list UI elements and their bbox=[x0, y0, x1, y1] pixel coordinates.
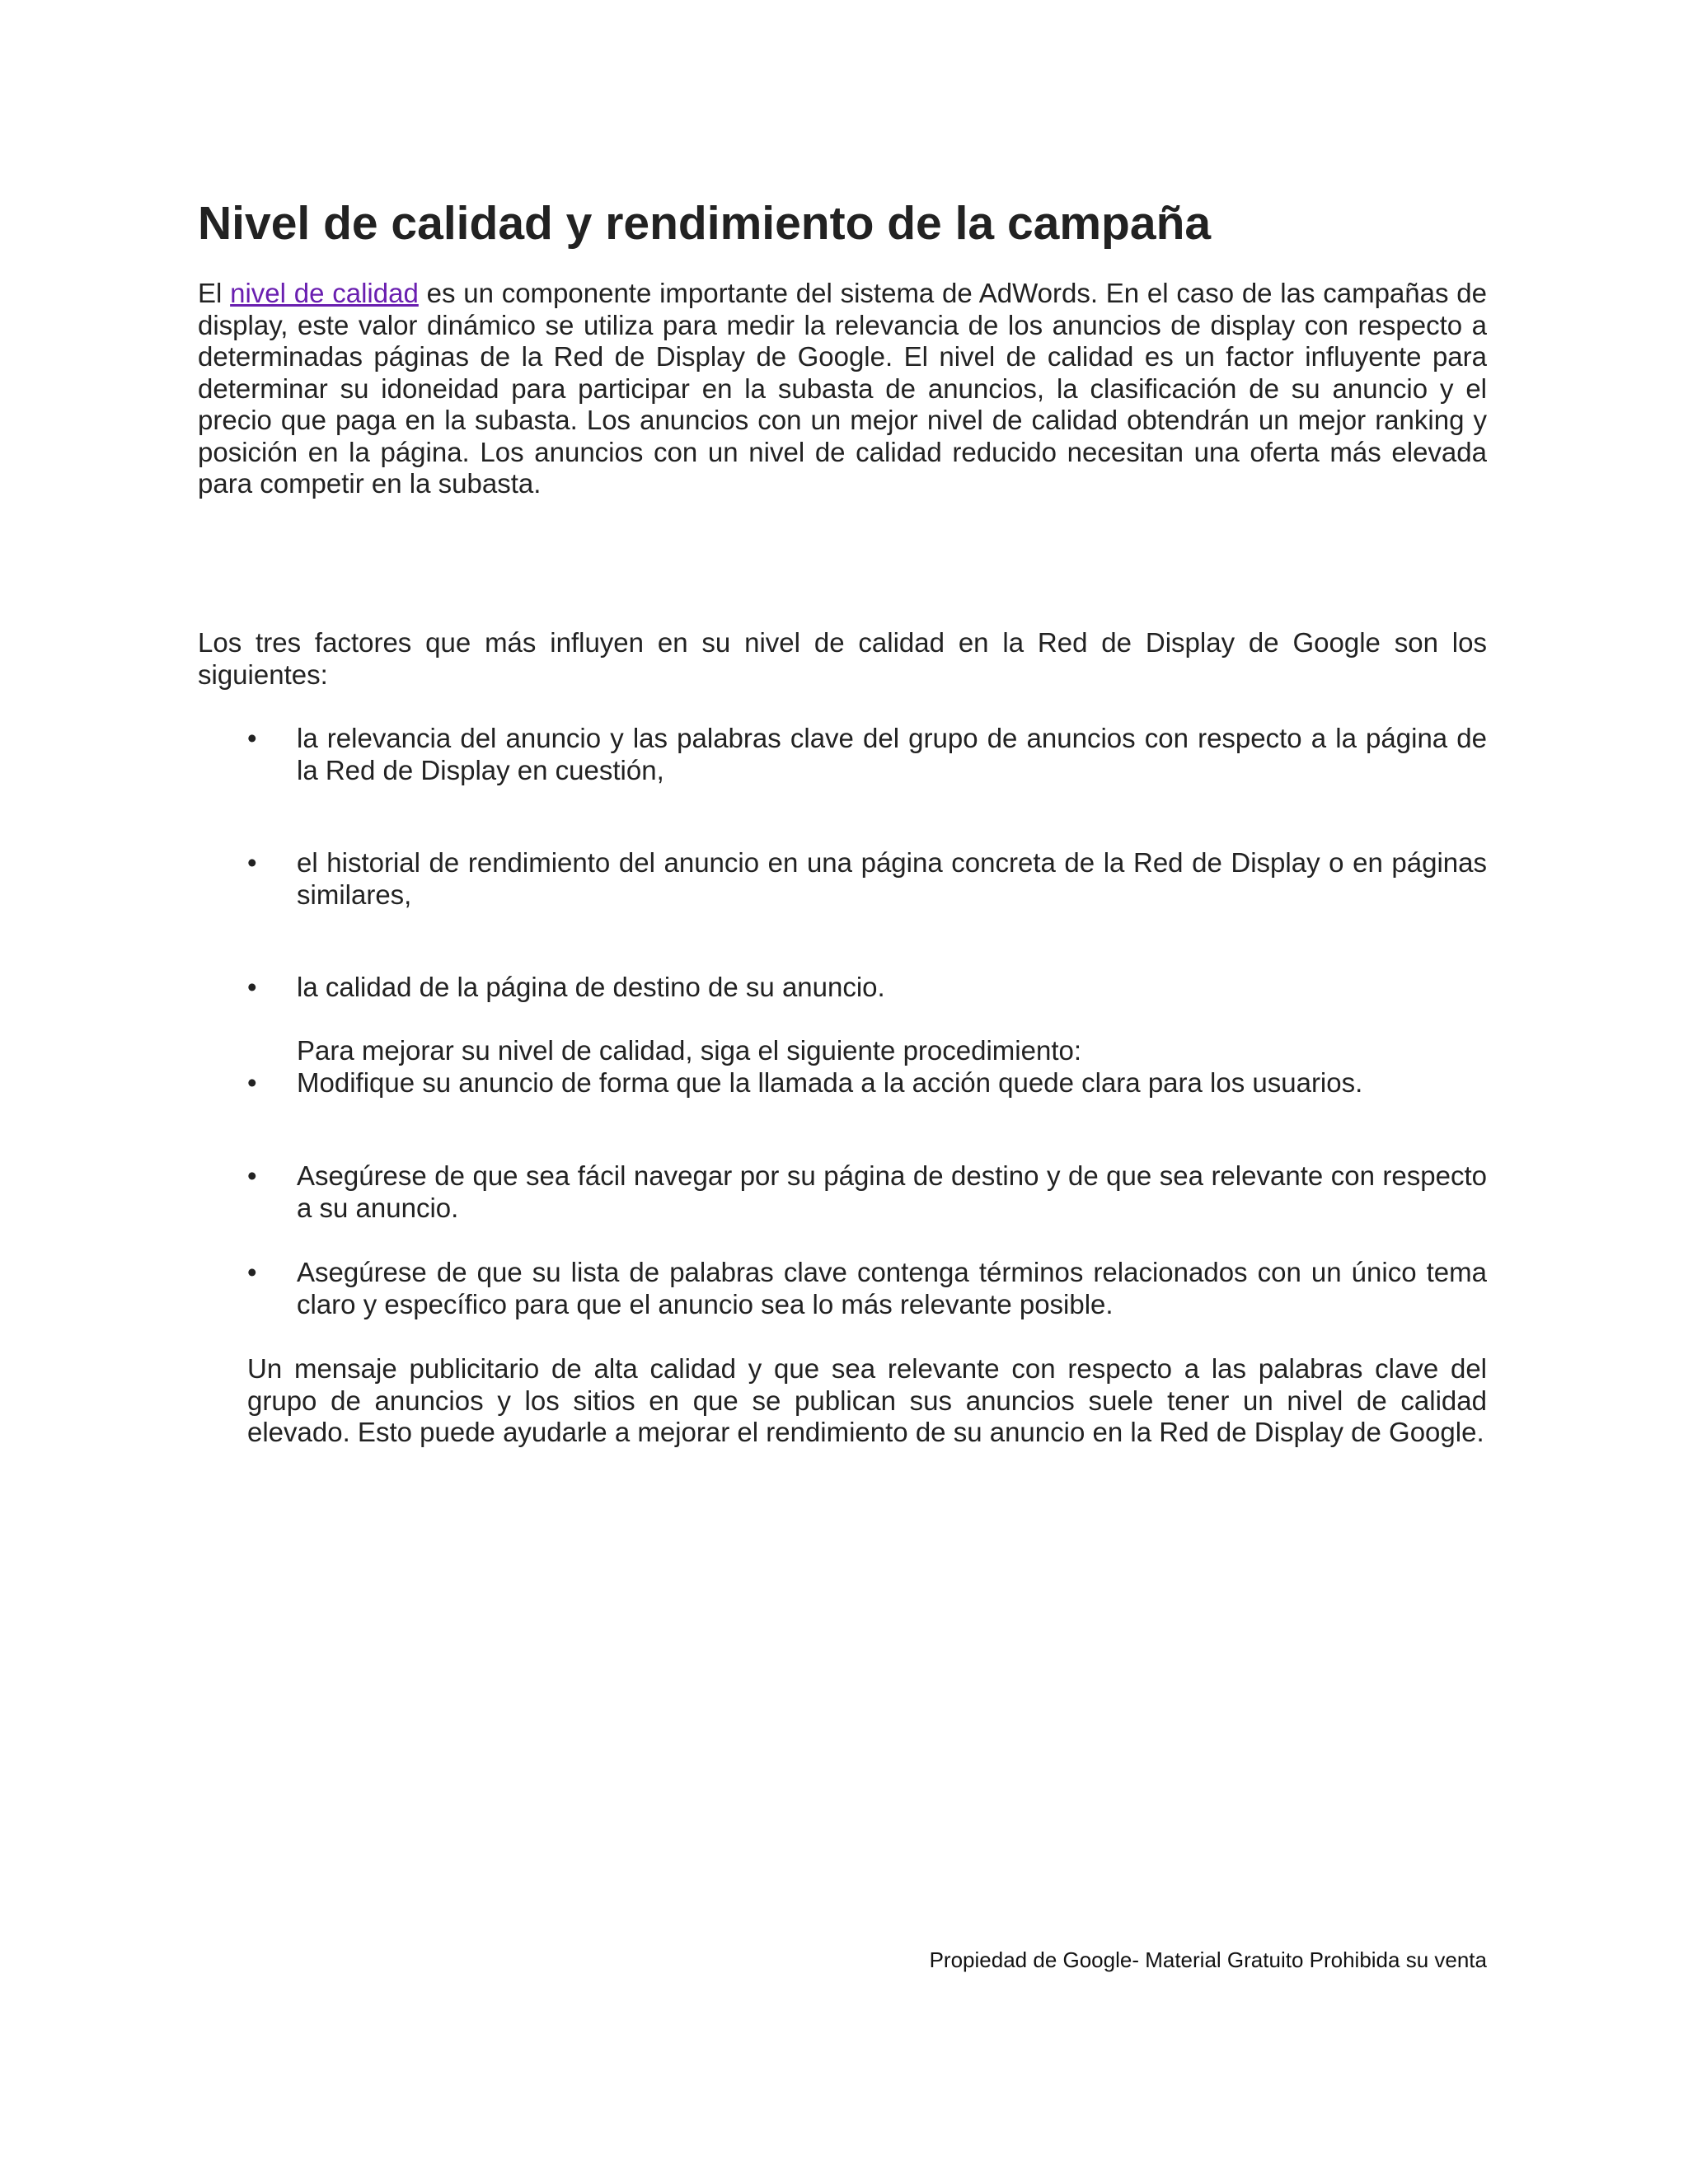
list-item-text: Asegúrese de que sea fácil navegar por su página de destino y de que sea relevante con respecto a su anuncio. bbox=[297, 1160, 1487, 1223]
bullet-icon: • bbox=[247, 847, 257, 878]
list-item-text: Modifique su anuncio de forma que la llamada a la acción quede clara para los usuarios. bbox=[297, 1067, 1363, 1098]
list-item-text: el historial de rendimiento del anuncio en una página concreta de la Red de Display o en páginas similares, bbox=[297, 847, 1487, 910]
intro-paragraph bbox=[198, 278, 1487, 500]
page-title: Nivel de calidad y rendimiento de la campaña bbox=[198, 197, 1212, 250]
list-item-text: Asegúrese de que su lista de palabras clave contenga términos relacionados con un único tema claro y específico para que el anuncio sea lo más relevante posible. bbox=[297, 1257, 1487, 1319]
quality-score-link[interactable]: nivel de calidad bbox=[230, 278, 419, 308]
intro-rest: es un componente importante del sistema de AdWords. En el caso de las campañas de display, este valor dinámico se utiliza para medir la relevancia de los anuncios de display con respecto a determinadas páginas de la Red de Display de Google. El nivel de calidad es un factor influyente para determinar su idoneidad para participar en la subasta de anuncios, la clasificación de su anuncio y el precio que paga en la subasta. Los anuncios con un mejor nivel de calidad obtendrán un mejor ranking y posición en la página. Los anuncios con un nivel de calidad reducido necesitan una oferta más elevada para competir en la subasta. bbox=[198, 278, 1487, 499]
bullet-icon: • bbox=[247, 723, 257, 753]
improve-intro: Para mejorar su nivel de calidad, siga el siguiente procedimiento: bbox=[297, 1035, 1082, 1066]
list-item-text: la relevancia del anuncio y las palabras clave del grupo de anuncios con respecto a la página de la Red de Display en cuestión, bbox=[297, 723, 1487, 785]
list-item-text: la calidad de la página de destino de su anuncio. bbox=[297, 972, 885, 1002]
document-page bbox=[198, 0, 1487, 2184]
bullet-icon: • bbox=[247, 1067, 257, 1098]
bullet-icon: • bbox=[247, 1257, 257, 1287]
bullet-icon: • bbox=[247, 972, 257, 1002]
factors-intro-paragraph: Los tres factores que más influyen en su nivel de calidad en la Red de Display de Google son los siguientes: bbox=[198, 627, 1487, 690]
intro-prefix: El bbox=[198, 278, 231, 308]
page-footer: Propiedad de Google- Material Gratuito Prohibida su venta bbox=[929, 1947, 1487, 1972]
bullet-icon: • bbox=[247, 1160, 257, 1191]
closing-paragraph: Un mensaje publicitario de alta calidad y que sea relevante con respecto a las palabras clave del grupo de anuncios y los sitios en que se publican sus anuncios suele tener un nivel de calidad elevado. Esto puede ayudarle a mejorar el rendimiento de su anuncio en la Red de Display de Google. bbox=[247, 1353, 1487, 1447]
